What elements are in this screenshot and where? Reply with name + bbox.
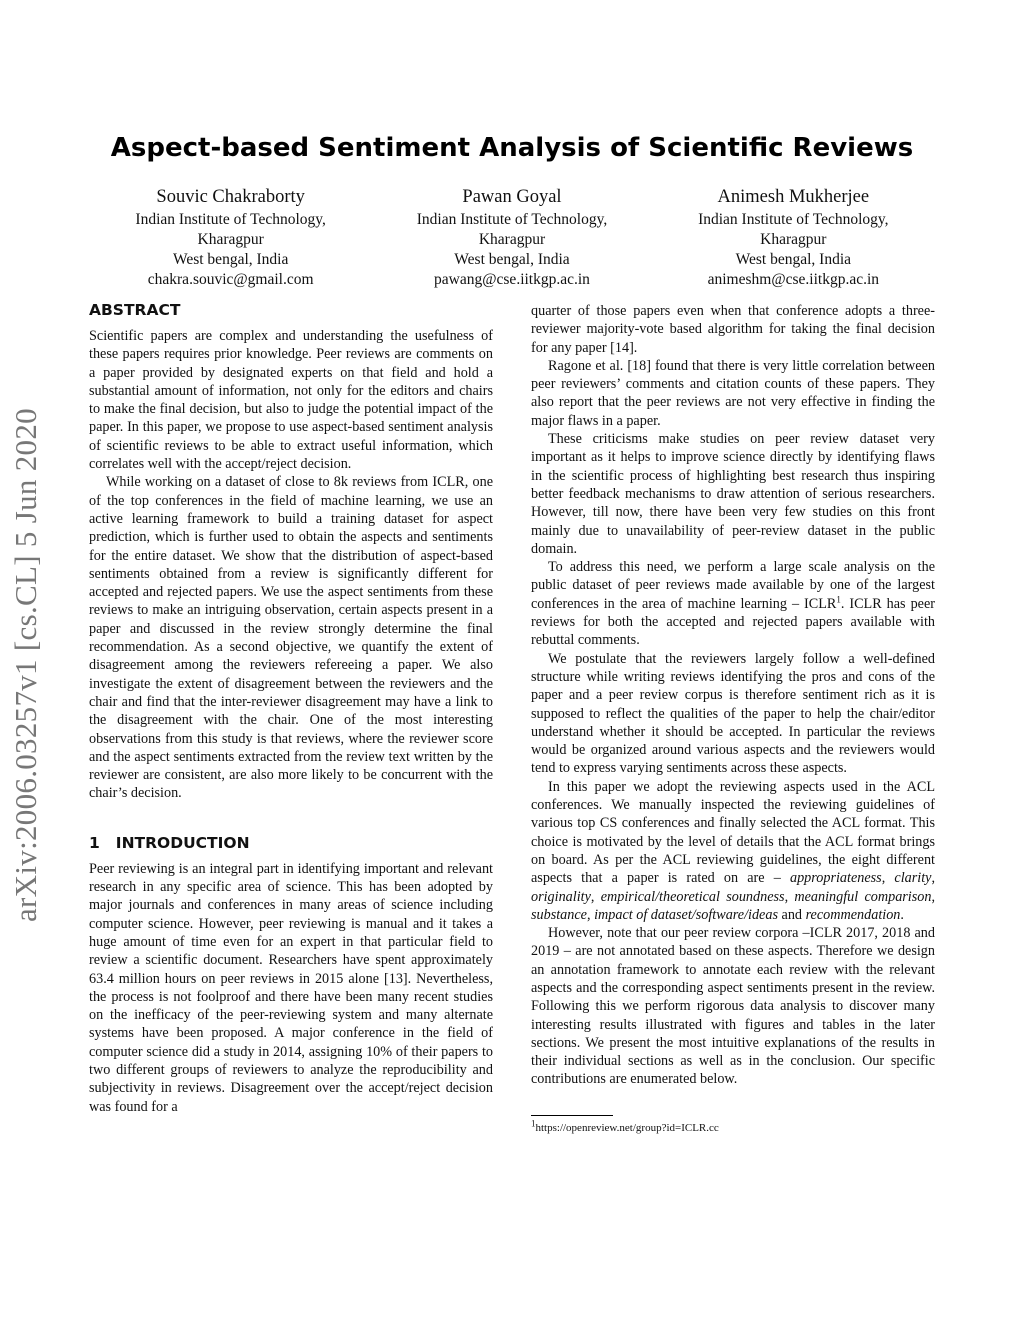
intro-paragraph-continued: quarter of those papers even when that conference adopts a three-reviewer majority-vote based algorithm for taking the final decision for any paper [14]. [531,303,935,356]
intro-paragraph-1: Peer reviewing is an integral part in identifying important and relevant research in any specific area of science. This has been adopted by major journals and conferences in many areas of science including computer science. However, peer reviewing is manual and it takes a huge amount of time even for an expert in that particular field to review a scientific document. Researchers have spent approximately 63.4 million hours on peer reviews in 2015 alone [13]. Nevertheless, the process is not foolproof and there have been many recent studies on the inefficacy of the peer-reviewing system and many alternate systems have been proposed. A major conference in the field of computer science did a study in 2014, assigning 10% of their papers to two different groups of reviewers to analyze the reproducibility and subjectivity in reviews. Disagreement over the accept/reject decision was found for a [89,860,493,1115]
author-affiliation: Indian Institute of Technology, [416,211,608,228]
author-name: Pawan Goyal [462,187,562,207]
author-affiliation: Indian Institute of Technology, [698,211,889,228]
footnote-number: 1 [531,1118,536,1129]
aspect-term: clarity [894,870,932,887]
author-affiliation: Indian Institute of Technology, [135,211,326,228]
aspect-term: substance [531,906,587,923]
intro-paragraph-aspects [531,778,935,924]
separator: , [590,888,601,905]
intro-paragraph-however: However, note that our peer review corpora –ICLR 2017, 2018 and 2019 – are not annotated based on these aspects. Therefore we design an annotation framework to annotate each review with the relevant aspects and the corresponding aspect sentiments present in the review. Following this we perform rigorous data analysis to discover many interesting results illustrated with figures and tables in the later sections. We present the most intuitive explanations of the results in their individual sections as well as in the conclusion. Our specific contributions are enumerated below. [531,925,935,1088]
author-location: West bengal, India [454,251,570,268]
aspect-term: impact of dataset/software/ideas [594,906,778,923]
abstract-heading: ABSTRACT [89,301,181,319]
author-name: Animesh Mukherjee [717,187,870,207]
arxiv-identifier-stamp: arXiv:2006.03257v1 [cs.CL] 5 Jun 2020 [8,408,43,922]
aspect-term: recommendation [805,906,901,923]
author-email: chakra.souvic@gmail.com [147,271,314,288]
intro-paragraph-address [531,558,935,649]
separator: , [784,888,795,905]
author-name: Souvic Chakraborty [156,187,305,207]
paper-title: Aspect-based Sentiment Analysis of Scientific Reviews [110,133,914,163]
author-affiliation-city: Kharagpur [197,231,264,248]
aspect-term: meaningful comparison [794,888,932,905]
footnote-marker: 1 [836,594,841,605]
author-location: West bengal, India [735,251,852,268]
footnote [531,1118,935,1135]
author-affiliation-city: Kharagpur [478,231,546,248]
intro-paragraph-criticisms: These criticisms make studies on peer review dataset very important as it helps to improve science directly by identifying flaws in the scientific process of highlighting best research thus inspiring better feedback mechanisms to draw attention of serious researchers. However, till now, there have been very few studies on this front mainly due to unavailability of peer-review dataset in the public domain. [531,431,935,557]
abstract-paragraph-2: While working on a dataset of close to 8k reviews from ICLR, one of the top conferences in the field of machine learning, we use an active learning framework to build a training dataset for aspect prediction, which is further used to obtain the aspects and sentiments for the entire dataset. We show that the distribution of aspect-based sentiments obtained from a review is significantly different for accepted and rejected papers. We use the aspect sentiments from these reviews to make an intriguing observation, certain aspects present in a paper and discussed in the review strongly determine the final recommendation. As a second objective, we quantify the extent of disagreement among the reviewers refereeing a paper. We also investigate the extent of disagreement between the reviewers and the chair and find that the inter-reviewer disagreement may have a link to the disagreement with the chair. One of the most interesting observations from this study is that reviews, where the reviewer score and the aspect sentiments extracted from the review text written by the reviewer are consistent, are also more likely to be concurrent with the chair’s decision. [89,474,493,802]
author-email: pawang@cse.iitkgp.ac.in [434,271,590,288]
intro-paragraph-ragone: Ragone et al. [18] found that there is very little correlation between peer reviewers’ comments and citation counts of these papers. They also report that the peer reviews are not very effective in finding the major flaws in a paper. [531,357,935,429]
section-title: INTRODUCTION [115,833,250,852]
separator: , [881,870,895,887]
author-location: West bengal, India [172,251,289,268]
author-2 [371,184,652,290]
aspect-term: appropriateness [789,870,882,887]
paragraph-text: . ICLR has peer reviews for both the accepted and rejected papers available with rebuttal comments. [531,595,935,649]
author-email: animeshm@cse.iitkgp.ac.in [707,271,880,288]
intro-paragraph-postulate: We postulate that the reviewers largely follow a well-defined structure while writing reviews identifying the pros and cons of the paper and a peer review corpus is therefore sentiment rich as it is supposed to reflect the qualities of the paper to help the chair/editor understand whether it should be accepted. In particular the reviews would be organized around various aspects and the reviewers would tend to express varying sentiments across these aspects. [531,650,935,777]
paragraph-text: To address this need, we perform a large scale analysis on the public dataset of peer reviews made available by one of the largest conferences in the area of machine learning – ICLR [531,559,935,612]
author-block [90,184,934,290]
aspect-term: empirical/theoretical soundness [600,888,785,905]
author-3 [653,184,934,290]
aspect-term: originality [531,888,591,905]
abstract-paragraph-1: Scientific papers are complex and understanding the usefulness of these papers requires prior knowledge. Peer reviews are comments on a paper provided by designated experts on that field and hold a substantial amount of information, not only for the editors and chairs to make the final decision, but also to judge the potential impact of the paper. In this paper, we propose to use aspect-based sentiment analysis of scientific reviews to be able to extract useful information, which correlates well with the accept/reject decision. [89,328,493,473]
separator: , [931,888,936,905]
right-column [531,302,935,1135]
introduction-heading [89,833,493,853]
author-affiliation-city: Kharagpur [760,231,827,248]
footnote-divider [531,1115,613,1116]
author-1 [90,184,371,290]
footnote-url-link[interactable]: https://openreview.net/group?id=ICLR.cc [535,1121,719,1134]
separator: , [931,870,935,887]
separator: and [777,906,806,923]
separator: , [586,906,595,923]
separator: . [900,906,904,923]
paragraph-text: In this paper we adopt the reviewing aspects used in the ACL conferences. We manually inspected the reviewing guidelines of various top CS conferences and finally selected the ACL format. This choice is motivated by the level of details that the ACL format brings on board. As per the ACL reviewing guidelines, the eight different aspects that a paper is rated on are – [531,778,935,887]
left-column [89,300,493,1116]
section-number: 1 [89,833,100,852]
